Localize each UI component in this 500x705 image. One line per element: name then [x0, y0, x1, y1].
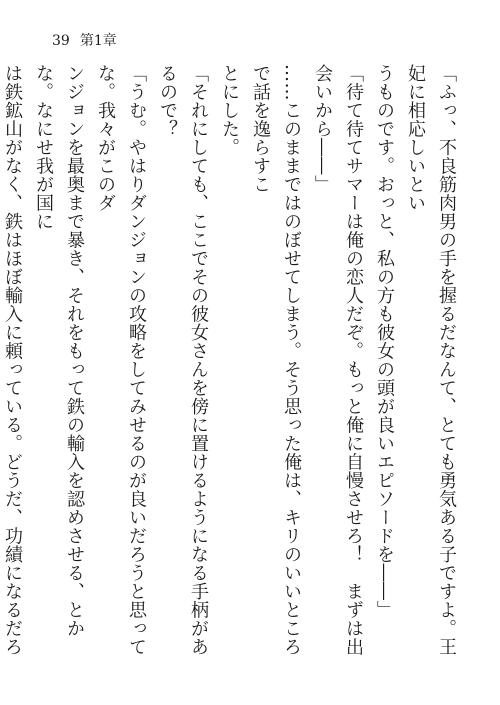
text-line: ……このままではのぼせてしまう。そう思った俺は、キリのいいところで話を逸らすこ: [250, 64, 302, 656]
text-line: は鉄鉱山がなく、鉄はほぼ輸入に頼っている。どうだ、功績になるだろ: [2, 64, 23, 656]
text-line: 「それにしても、ここでその彼女さんを傍に置けるようになる手柄があるので？: [157, 64, 209, 656]
text-line: とにした。: [219, 64, 240, 157]
page-number: 39: [52, 33, 70, 49]
chapter-title: 第1章: [79, 33, 117, 49]
vertical-body-text: [2, 64, 462, 672]
text-line: ンジョンを最奥まで暴き、それをもって鉄の輸入を認めさせる、とかな。なにせ我が国に: [33, 64, 85, 638]
text-line: 「ふっ、不良筋肉男の手を握るだなんて、とても勇気ある子ですよ。王妃に相応しいとい: [405, 64, 457, 656]
text-line: 「待て待てサマーは俺の恋人だぞ。もっと俺に自慢させろ！ まずは出会いから――」: [312, 64, 364, 656]
text-line: うものです。おっと、私の方も彼女の頭が良いエピソードを――」: [374, 64, 395, 619]
page-header: [52, 30, 117, 50]
text-line: 「うむ。やはりダンジョンの攻略をしてみせるのが良いだろうと思ってな。我々がこのダ: [95, 64, 147, 656]
